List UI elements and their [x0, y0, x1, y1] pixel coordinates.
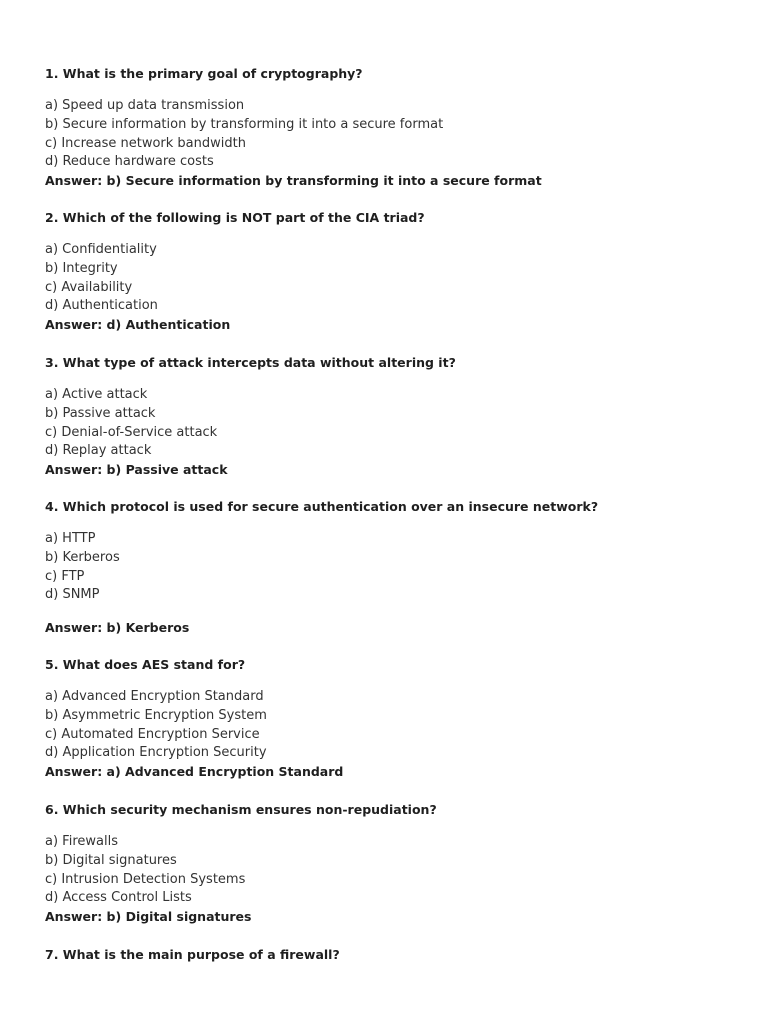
question-text: 7. What is the main purpose of a firewall? — [45, 947, 340, 962]
option-c: c) Automated Encryption Service — [45, 726, 260, 742]
option-d: d) Access Control Lists — [45, 890, 192, 906]
option-d: d) SNMP — [45, 587, 100, 603]
question-block-7 — [45, 946, 745, 964]
question-text: 2. Which of the following is NOT part of the CIA triad? — [45, 210, 425, 225]
options-list — [45, 386, 745, 461]
question-text: 1. What is the primary goal of cryptography? — [45, 66, 363, 81]
question-text: 6. Which security mechanism ensures non-repudiation? — [45, 802, 437, 817]
options-list — [45, 241, 745, 316]
question-block-4 — [45, 498, 745, 638]
option-c: c) Availability — [45, 279, 133, 295]
options-list — [45, 530, 745, 605]
option-b: b) Kerberos — [45, 549, 120, 565]
answer-text: Answer: b) Secure information by transforming it into a secure format — [45, 173, 542, 189]
answer-text: Answer: b) Digital signatures — [45, 909, 252, 925]
option-b: b) Integrity — [45, 260, 118, 276]
option-b: b) Passive attack — [45, 405, 156, 421]
answer-text: Answer: a) Advanced Encryption Standard — [45, 764, 344, 780]
question-block-5 — [45, 656, 745, 782]
option-a: a) Advanced Encryption Standard — [45, 689, 264, 704]
option-b: b) Secure information by transforming it into a secure format — [45, 116, 444, 132]
option-b: b) Digital signatures — [45, 852, 177, 868]
question-block-2 — [45, 209, 745, 335]
option-a: a) Firewalls — [45, 834, 118, 849]
option-d: d) Replay attack — [45, 443, 152, 459]
option-b: b) Asymmetric Encryption System — [45, 707, 267, 723]
option-a: a) HTTP — [45, 531, 96, 546]
option-a: a) Active attack — [45, 387, 148, 402]
options-list — [45, 833, 745, 908]
answer-text: Answer: d) Authentication — [45, 317, 231, 333]
option-d: d) Application Encryption Security — [45, 745, 267, 761]
option-d: d) Authentication — [45, 298, 158, 314]
option-a: a) Confidentiality — [45, 242, 157, 257]
question-block-3 — [45, 354, 745, 480]
question-block-1 — [45, 65, 745, 191]
option-a: a) Speed up data transmission — [45, 98, 245, 113]
option-c: c) Intrusion Detection Systems — [45, 871, 246, 887]
question-text: 4. Which protocol is used for secure authentication over an insecure network? — [45, 499, 599, 514]
question-text: 3. What type of attack intercepts data without altering it? — [45, 355, 456, 370]
answer-text: Answer: b) Kerberos — [45, 620, 190, 636]
answer-text: Answer: b) Passive attack — [45, 462, 228, 478]
options-list — [45, 688, 745, 763]
question-text: 5. What does AES stand for? — [45, 657, 246, 672]
question-block-6 — [45, 801, 745, 927]
option-c: c) Denial-of-Service attack — [45, 424, 218, 440]
option-c: c) Increase network bandwidth — [45, 135, 246, 151]
option-c: c) FTP — [45, 568, 85, 584]
option-d: d) Reduce hardware costs — [45, 154, 214, 170]
options-list — [45, 97, 745, 172]
